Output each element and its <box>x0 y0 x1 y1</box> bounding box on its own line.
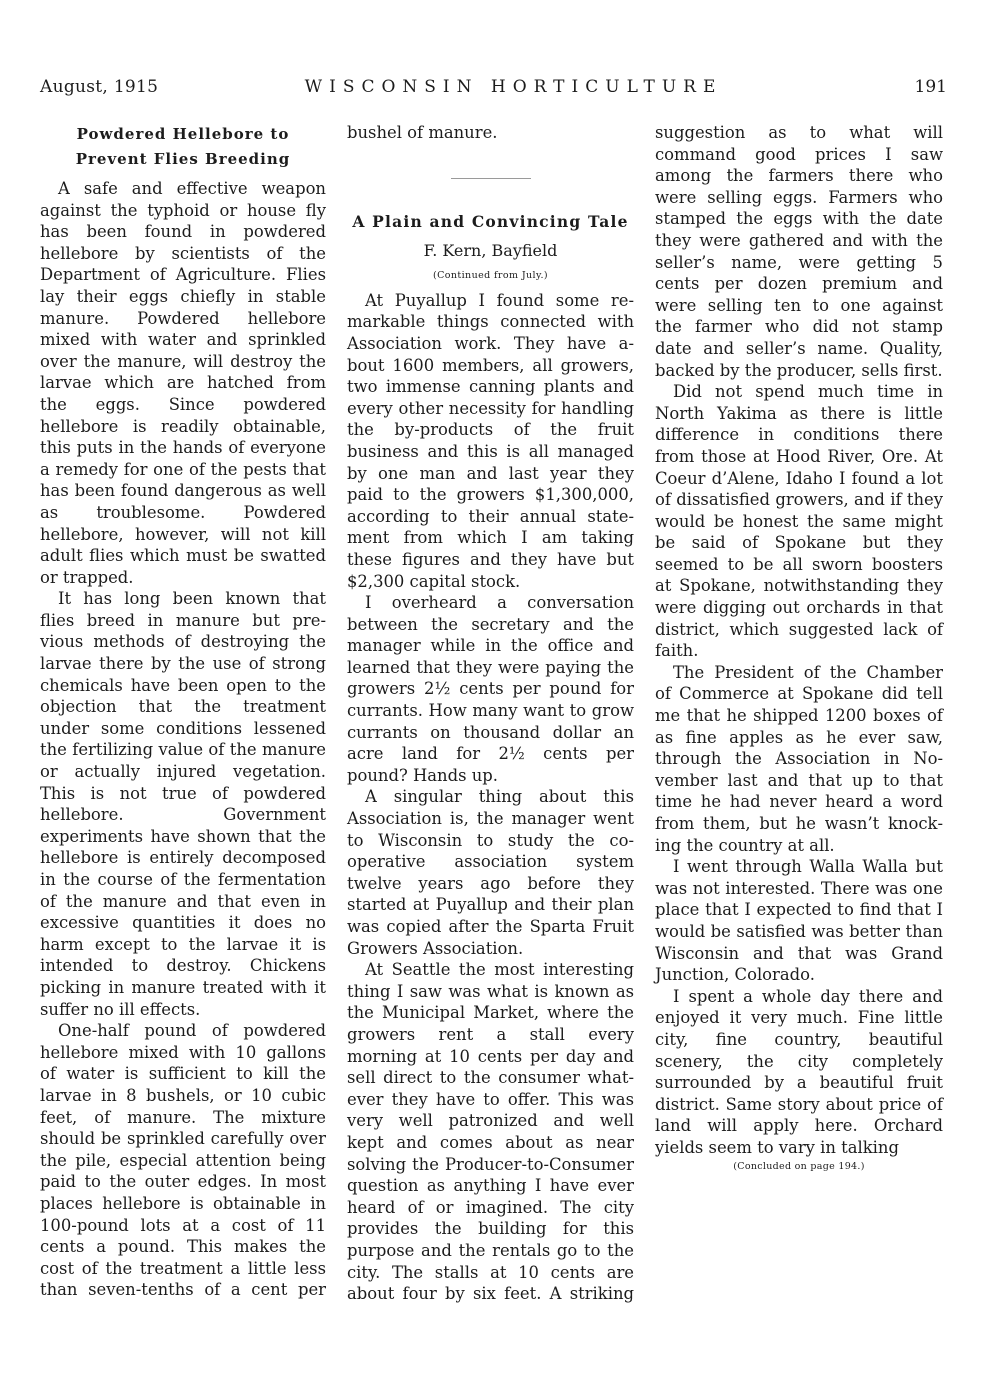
article-1-title: Powdered Hellebore to Prevent Flies Breeding <box>75 125 291 168</box>
article-1-paragraph: bushel of manure. <box>347 123 498 142</box>
page-number: 191 <box>914 77 947 97</box>
journal-title: WISCONSIN HORTICULTURE <box>304 77 723 97</box>
article-1-paragraph: A safe and effective weapon against the typhoid or house fly has been found in powdered hellebore by scientists of the Department of Agriculture. Flies lay their eggs chiefly in stable manure. Powdered hellebore mixed with water and sprinkled over the manure, will destroy the larvae which are hatched from the eggs. Since powdered hellebore is readily obtainable, this puts in the hands of everyone a remedy for one of the pests that has been found dangerous as well as troublesome. Powdered hellebore, however, will not kill adult flies which must be swatted or trapped. <box>40 179 326 587</box>
column-1 <box>40 122 326 1301</box>
article-2-paragraph: Did not spend much time in North Yakima as there is little difference in conditions there from those at Hood River, Ore. At Coeur d’Alene, Idaho I found a lot of dissatisfied growers, and if they would be honest the same might be said of Spokane but they seemed to be all sworn boosters at Spokane, notwithstanding they were digging out orchards in that district, which suggested lack of faith. <box>655 382 943 661</box>
article-2-author: F. Kern, Bayfield <box>423 241 558 261</box>
column-2 <box>347 122 634 1305</box>
continued-note: (Continued from July.) <box>432 269 549 281</box>
section-divider <box>451 178 531 179</box>
article-2-paragraph: I spent a whole day there and enjoyed it very much. Fine little city, fine country, beautiful scenery, the city completely surrounded by a beautiful fruit district. Same story about price of land will apply here. Orchard yields seem to vary in talking <box>655 986 943 1157</box>
article-2-paragraph: At Puyallup I found some remarkable things connected with Association work. They have about 1600 members, all growers, two immense canning plants and every other necessity for handling the by-products of the fruit business and this is all managed by one man and last year they paid to the growers $1,300,000, according to their annual statement from which I am taking these figures and they have but $2,300 capital stock. <box>347 290 634 591</box>
article-1-paragraph: It has long been known that flies breed in manure but previous methods of destroying the larvae there by the use of strong chemicals have been open to the objection that the treatment under some conditions lessened the fertilizing value of the manure or actually injured vegetation. This is not true of powdered hellebore. Government experiments have shown that the hellebore is entirely decomposed in the course of the fermentation of the manure and that even in excessive quantities it does no harm except to the larvae it is intended to destroy. Chickens picking in manure treated with it suffer no ill effects. <box>40 589 326 1019</box>
article-2-paragraph: suggestion as to what will command good prices I saw among the farmers there who were selling eggs. Farmers who stamped the eggs with the date they were gathered and with the seller’s name, were getting 5 cents per dozen premium and were selling ten to one against the farmer who did not stamp date and seller’s name. Quality, backed by the producer, sells first. <box>655 123 943 380</box>
article-2-paragraph: A singular thing about this Association is, the manager went to Wisconsin to study the cooperative association system twelve years ago before they started at Puyallup and their plan was copied after the Sparta Fruit Growers Association. <box>347 787 634 958</box>
issue-date: August, 1915 <box>40 77 159 97</box>
concluded-note: (Concluded on page 194.) <box>733 1160 865 1172</box>
column-3 <box>655 122 943 1173</box>
article-2-paragraph: I went through Walla Walla but was not interested. There was one place that I expected to find that I would be satisfied was better than Wisconsin and that was Grand Junction, Colorado. <box>655 857 943 985</box>
article-2-paragraph: I overheard a conversation between the secretary and the manager while in the office and learned that they were paying the growers 2½ cents per pound for currants. How many want to grow currants on thousand dollar an acre land for 2½ cents per pound? Hands up. <box>347 593 634 785</box>
article-2-title: A Plain and Convincing Tale <box>352 211 629 231</box>
page-header <box>40 77 947 107</box>
article-2-paragraph: At Seattle the most interesting thing I saw was what is known as the Municipal Market, where the growers rent a stall every morning at 10 cents per day and sell direct to the consumer whatever they have to offer. This was very well patronized and well kept and comes about as near solving the Producer-to-Consumer question as anything I have ever heard of or imagined. The city provides the building for this purpose and the rentals go to the city. The stalls at 10 cents are about four by six feet. A striking <box>347 960 634 1304</box>
article-1-paragraph: One-half pound of powdered hellebore mixed with 10 gallons of water is sufficient to kill the larvae in 8 bushels, or 10 cubic feet, of manure. The mixture should be sprinkled carefully over the pile, especial attention being paid to the outer edges. In most places hellebore is obtainable in 100-pound lots at a cost of 11 cents a pound. This makes the cost of the treatment a little less than seven-tenths of a cent per <box>40 1021 326 1300</box>
article-2-paragraph: The President of the Chamber of Commerce at Spokane did tell me that he shipped 1200 boxes of as fine apples as he ever saw, through the Association in November last and that up to that time he had never heard a word from them, but he wasn’t knocking the country at all. <box>655 662 943 855</box>
